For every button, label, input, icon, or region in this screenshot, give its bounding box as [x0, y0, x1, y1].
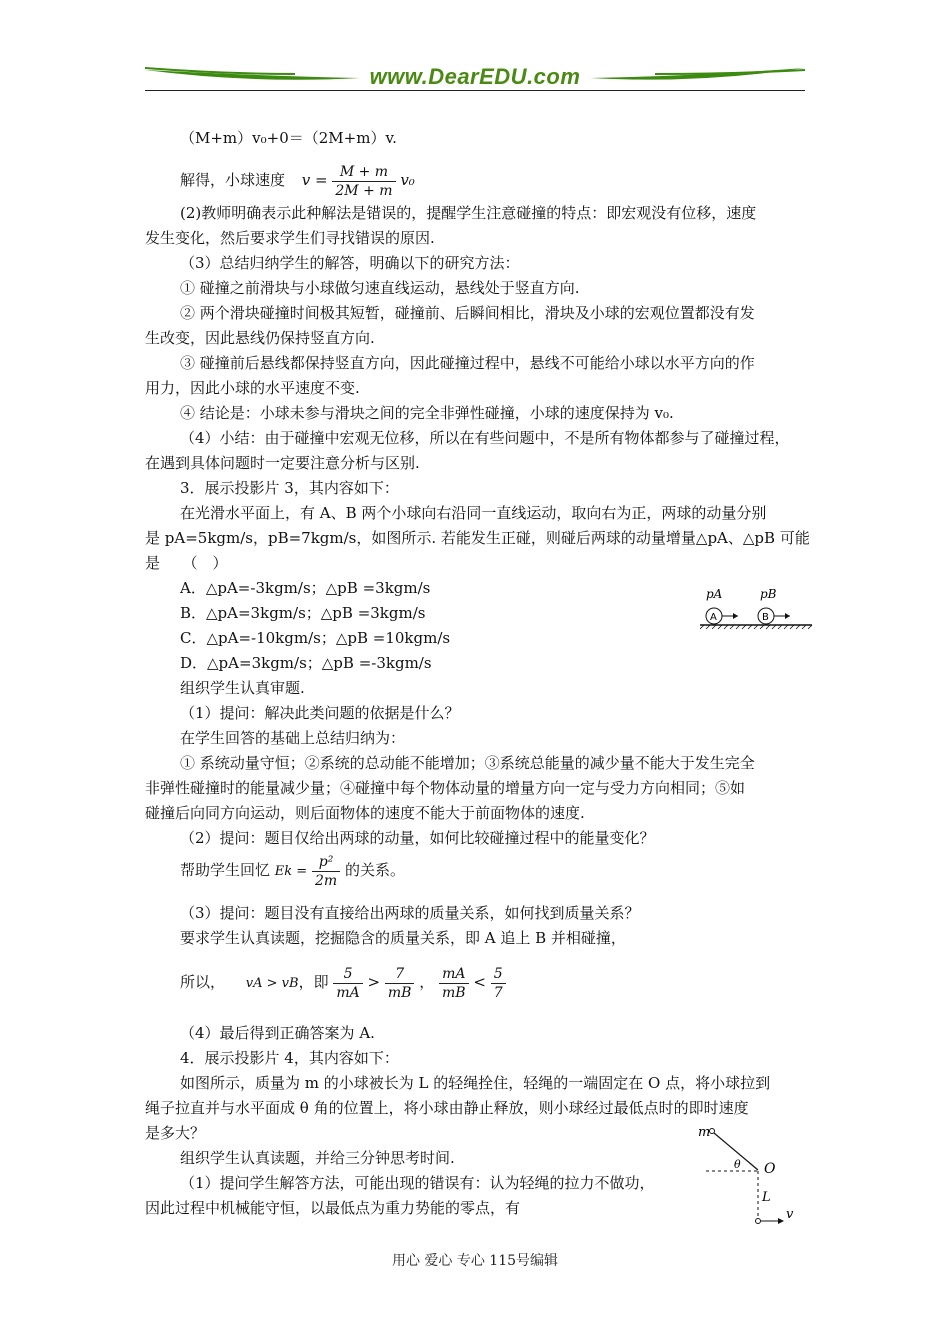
text-line: ④ 结论是：小球未参与滑块之间的完全非弹性碰撞，小球的速度保持为 v₀.: [180, 404, 674, 422]
text-line: （1）提问：解决此类问题的依据是什么？: [180, 704, 460, 722]
text-line: 是 pA=5kgm/s，pB=7kgm/s，如图所示. 若能发生正碰，则碰后两球的动量增量△pA、△pB 可能: [145, 529, 810, 547]
denominator: mB: [387, 984, 412, 1001]
option-a: A．△pA=-3kgm/s；△pB =3kgm/s: [180, 579, 431, 597]
label-m: m: [698, 1125, 711, 1140]
fraction: [332, 163, 395, 200]
denominator: 2m: [314, 872, 338, 889]
option-d: D．△pA=3kgm/s；△pB =-3kgm/s: [180, 654, 432, 672]
text-span: 的关系。: [344, 861, 405, 879]
text-line: 非弹性碰撞时的能量减少量；④碰撞中每个物体动量的增量方向一定与受力方向相同；⑤如: [145, 779, 746, 797]
text-line: （4）最后得到正确答案为 A.: [180, 1024, 375, 1042]
label-l: L: [762, 1190, 771, 1205]
equation-mass: 所以， vA > vB，即 $\frac{5}{mA}$ > $\frac{7}{mB}$ ， $\frac{mA}{mB}$ < $\frac{5}{7}$: [180, 960, 506, 1006]
text-span: 所以，: [180, 973, 226, 991]
text-line: 组织学生认真审题.: [180, 679, 305, 697]
fraction: [385, 965, 415, 1002]
text-line: 在学生回答的基础上总结归纳为：: [180, 729, 406, 747]
numerator: 5: [491, 965, 506, 984]
text-span: 解得，小球速度: [180, 171, 286, 189]
text-line: 要求学生认真读题，挖掘隐含的质量关系，即 A 追上 B 并相碰撞，: [180, 929, 626, 947]
arrowhead-b: [785, 613, 790, 619]
text-line: 4．展示投影片 4，其内容如下：: [180, 1049, 399, 1067]
text-line: 是多大？: [145, 1124, 206, 1142]
text-line: （3）总结归纳学生的解答，明确以下的研究方法：: [180, 254, 520, 272]
label-theta: θ: [734, 1158, 741, 1171]
denominator: 7: [493, 984, 503, 1001]
collision-figure: [700, 586, 820, 636]
option-b: B．△pA=3kgm/s；△pB =3kgm/s: [180, 604, 426, 622]
text-line: 用力，因此小球的水平速度不变.: [145, 379, 360, 397]
denominator: mA: [336, 984, 360, 1001]
text-line: 是 （ ）: [145, 554, 228, 572]
var-vavb: vA > vB: [245, 976, 299, 991]
right-swoosh-icon: [585, 62, 805, 92]
text-line: 生改变，因此悬线仍保持竖直方向.: [145, 329, 375, 347]
text-line: ② 两个滑块碰撞时间极其短暂，碰撞前、后瞬间相比，滑块及小球的宏观位置都没有发: [180, 304, 755, 322]
numerator: mA: [439, 965, 469, 984]
text-line: （1）提问学生解答方法，可能出现的错误有：认为轻绳的拉力不做功，: [180, 1174, 655, 1192]
text-line: ① 系统动量守恒；②系统的总动能不能增加；③系统总能量的减少量不能大于发生完全: [180, 754, 755, 772]
fraction: [439, 965, 469, 1002]
text-line: 因此过程中机械能守恒，以最低点为重力势能的零点，有: [145, 1199, 521, 1217]
text-line: (2)教师明确表示此种解法是错误的，提醒学生注意碰撞的特点：即宏观没有位移，速度: [180, 204, 757, 222]
text-line: 在遇到具体问题时一定要注意分析与区别.: [145, 454, 420, 472]
text-line: 发生变化，然后要求学生们寻找错误的原因.: [145, 229, 435, 247]
fraction: [491, 965, 506, 1002]
text-line: ① 碰撞之前滑块与小球做匀速直线运动，悬线处于竖直方向.: [180, 279, 580, 297]
text-line: 3．展示投影片 3，其内容如下：: [180, 479, 399, 497]
denominator: mB: [442, 984, 466, 1001]
page-header: [145, 62, 805, 94]
text-line: 组织学生认真读题，并给三分钟思考时间.: [180, 1149, 455, 1167]
text-span: 帮助学生回忆: [180, 861, 271, 879]
text-line: （3）提问：题目没有直接给出两球的质量关系，如何找到质量关系？: [180, 904, 640, 922]
label-pb: pB: [760, 587, 777, 601]
text-line: 绳子拉直并与水平面成 θ 角的位置上，将小球由静止释放，则小球经过最低点时的即时速度: [145, 1099, 749, 1117]
ball-a-label: A: [710, 612, 717, 623]
fraction: [333, 965, 362, 1002]
text-line: （4）小结：由于碰撞中宏观无位移，所以在有些问题中，不是所有物体都参与了碰撞过程，: [180, 429, 790, 447]
fraction: [312, 853, 340, 890]
ball-b-label: B: [762, 612, 769, 623]
option-c: C．△pA=-10kgm/s；△pB =10kgm/s: [180, 629, 451, 647]
denominator: 2M + m: [335, 182, 393, 199]
text-line: ③ 碰撞前后悬线都保持竖直方向，因此碰撞过程中，悬线不可能给小球以水平方向的作: [180, 354, 755, 372]
label-pa: pA: [706, 587, 723, 601]
label-o: O: [764, 1161, 776, 1177]
numerator: 7: [385, 965, 415, 984]
page-footer: 用心 爱心 专心 115号编辑: [391, 1253, 559, 1269]
text-line: 如图所示，质量为 m 的小球被长为 L 的轻绳拴住，轻绳的一端固定在 O 点，将小球拉到: [180, 1074, 771, 1092]
text-line: （M+m）v₀+0＝（2M+m）v.: [180, 129, 397, 147]
var-ek: Ek =: [274, 864, 308, 879]
var-v0: v₀: [400, 171, 415, 189]
numerator: p²: [312, 853, 340, 872]
equation-velocity: 解得，小球速度 v = $\frac{M + m}{2M + m}$ v₀: [180, 163, 415, 199]
header-rule: [145, 90, 805, 91]
label-v: v: [786, 1207, 794, 1222]
pendulum-figure: [694, 1118, 814, 1228]
numerator: 5: [333, 965, 362, 984]
var-v: v: [301, 171, 311, 189]
velocity-arrowhead: [778, 1218, 784, 1224]
text-span: ，即: [298, 973, 329, 991]
text-line: 在光滑水平面上，有 A、B 两个小球向右沿同一直线运动，取向右为正，两球的动量分别: [180, 504, 767, 522]
site-brand: www.DearEDU.com: [369, 64, 581, 89]
ball-bottom: [756, 1219, 761, 1224]
text-line: 碰撞后向同方向运动，则后面物体的速度不能大于前面物体的速度.: [145, 804, 585, 822]
equation-ek: [180, 850, 405, 892]
text-line: （2）提问：题目仅给出两球的动量，如何比较碰撞过程中的能量变化？: [180, 829, 655, 847]
arrowhead-a: [733, 613, 738, 619]
numerator: M + m: [332, 163, 395, 182]
